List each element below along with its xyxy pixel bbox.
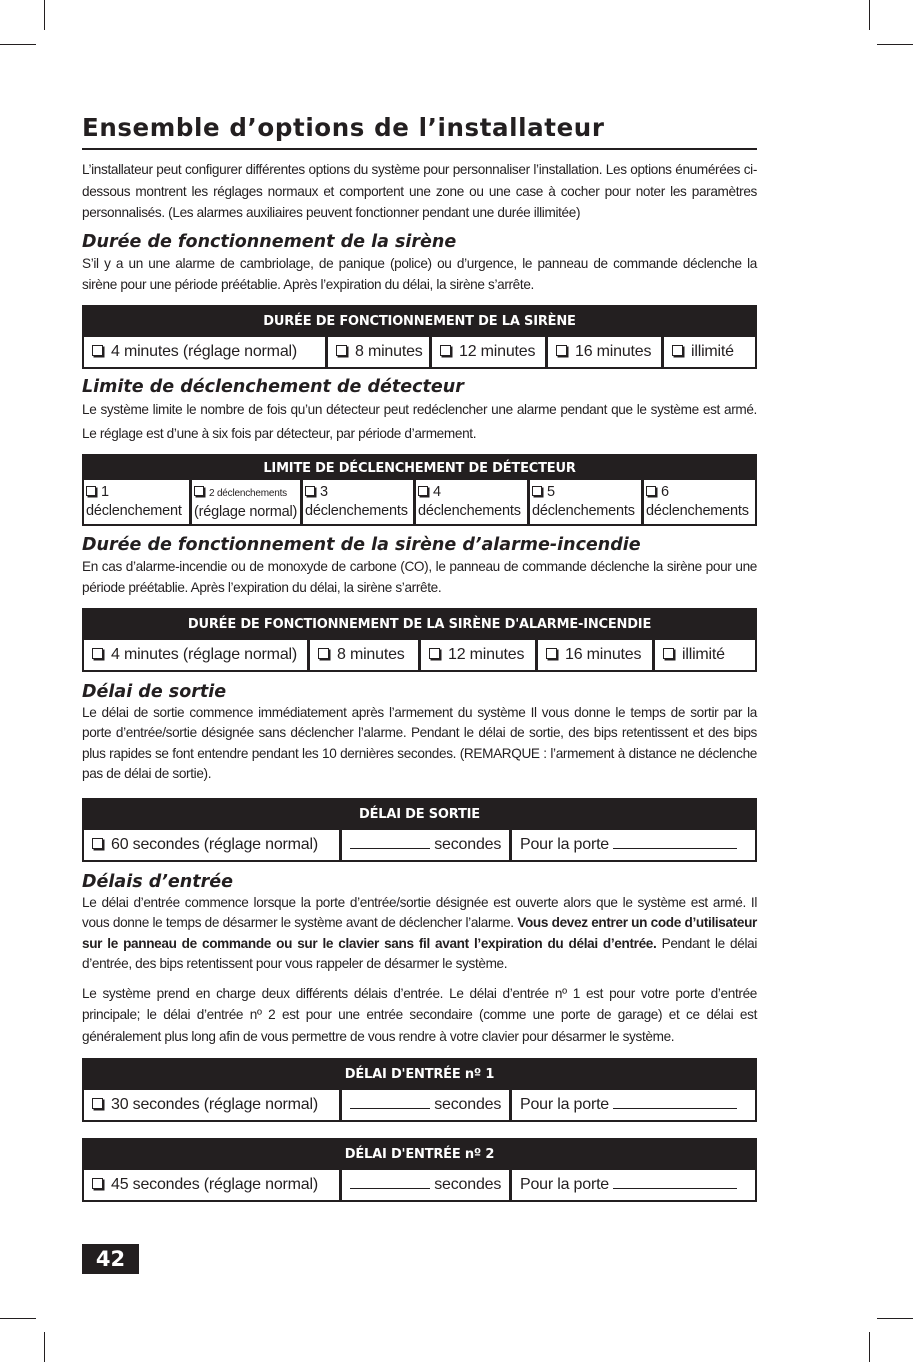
checkbox-icon[interactable] xyxy=(92,345,103,356)
siren-options-row xyxy=(84,337,755,367)
door-blank[interactable] xyxy=(613,1174,737,1189)
crop-mark xyxy=(44,1332,45,1362)
detector-option-6[interactable]: 6 déclenchements xyxy=(644,480,755,524)
crop-mark xyxy=(869,1332,870,1362)
fire-option-12min[interactable]: 12 minutes xyxy=(421,640,535,670)
siren-heading: Durée de fonctionnement de la sirène xyxy=(82,231,457,252)
detector-option-3[interactable]: 3 déclenchements xyxy=(303,480,413,524)
siren-table-header: DURÉE DE FONCTIONNEMENT DE LA SIRÈNE xyxy=(84,307,755,337)
entry-heading: Délais d’entrée xyxy=(82,871,233,892)
checkbox-icon[interactable] xyxy=(336,345,347,356)
seconds-blank[interactable] xyxy=(350,1094,430,1109)
fire-option-4min[interactable]: 4 minutes (réglage normal) xyxy=(84,640,307,670)
page-content xyxy=(82,112,757,1202)
siren-table xyxy=(82,305,757,369)
checkbox-icon[interactable] xyxy=(672,345,683,356)
exit-table xyxy=(82,798,757,862)
detector-option-5[interactable]: 5 déclenchements xyxy=(530,480,641,524)
siren-paragraph: S’il y a un une alarme de cambriolage, de panique (police) ou d’urgence, le panneau de commande déclenche la sirène pour une période préétablie. Après l’expiration du délai, la sirène s’arrête. xyxy=(82,255,757,292)
siren-option-4min[interactable]: 4 minutes (réglage normal) xyxy=(84,337,325,367)
siren-option-12min[interactable]: 12 minutes xyxy=(432,337,545,367)
detector-option-4[interactable]: 4 déclenchements xyxy=(416,480,527,524)
door-blank[interactable] xyxy=(613,834,737,849)
seconds-blank[interactable] xyxy=(350,1174,430,1189)
detector-table-header: LIMITE DE DÉCLENCHEMENT DE DÉTECTEUR xyxy=(84,456,755,480)
exit-custom-seconds[interactable]: secondes xyxy=(342,830,509,860)
entry1-option-default[interactable]: 30 secondes (réglage normal) xyxy=(84,1090,339,1120)
fire-heading: Durée de fonctionnement de la sirène d’alarme-incendie xyxy=(82,534,641,555)
detector-table xyxy=(82,454,757,526)
siren-option-16min[interactable]: 16 minutes xyxy=(548,337,661,367)
siren-option-8min[interactable]: 8 minutes xyxy=(328,337,429,367)
entry2-option-default[interactable]: 45 secondes (réglage normal) xyxy=(84,1170,339,1200)
exit-door-field[interactable]: Pour la porte xyxy=(512,830,755,860)
exit-heading: Délai de sortie xyxy=(82,681,227,702)
checkbox-icon[interactable] xyxy=(440,345,451,356)
checkbox-icon[interactable] xyxy=(532,486,542,496)
checkbox-icon[interactable] xyxy=(194,486,204,496)
entry2-table-header: DÉLAI D'ENTRÉE nº 2 xyxy=(84,1140,755,1170)
title-divider xyxy=(82,148,757,150)
entry2-options-row xyxy=(84,1170,755,1200)
detector-option-2[interactable]: 2 déclenchements (réglage normal) xyxy=(192,480,300,524)
checkbox-icon[interactable] xyxy=(429,648,440,659)
fire-table xyxy=(82,608,757,672)
checkbox-icon[interactable] xyxy=(646,486,656,496)
door-blank[interactable] xyxy=(613,1094,737,1109)
detector-option-1[interactable]: 1 déclenchement xyxy=(84,480,189,524)
detector-heading: Limite de déclenchement de détecteur xyxy=(82,376,464,397)
fire-table-header: DURÉE DE FONCTIONNEMENT DE LA SIRÈNE D'ALARME-INCENDIE xyxy=(84,610,755,640)
exit-paragraph: Le délai de sortie commence immédiatement après l’armement du système Il vous donne le temps de sortir par la porte d’entrée/sortie désignée sans déclencher l’alarme. Pendant le délai de sortie, des bips retentissent et des bips plus rapides se font entendre pendant les 10 dernières secondes. (REMARQUE : l’armement à distance ne déclenche pas de délai de sortie). xyxy=(82,704,757,781)
detector-options-row xyxy=(84,480,755,524)
entry1-table xyxy=(82,1058,757,1122)
crop-mark xyxy=(877,44,913,45)
entry1-options-row xyxy=(84,1090,755,1120)
fire-options-row xyxy=(84,640,755,670)
checkbox-icon[interactable] xyxy=(556,345,567,356)
fire-option-16min[interactable]: 16 minutes xyxy=(538,640,652,670)
exit-options-row xyxy=(84,830,755,860)
checkbox-icon[interactable] xyxy=(92,1098,103,1109)
checkbox-icon[interactable] xyxy=(663,648,674,659)
entry2-custom-seconds[interactable]: secondes xyxy=(342,1170,509,1200)
siren-option-unlimited[interactable]: illimité xyxy=(664,337,755,367)
crop-mark xyxy=(0,1318,36,1319)
detector-paragraph: Le système limite le nombre de fois qu’un détecteur peut redéclencher une alarme pendant que le système est armé. Le réglage est d’une à six fois par détecteur, par période d’armement. xyxy=(82,401,757,441)
checkbox-icon[interactable] xyxy=(305,486,315,496)
checkbox-icon[interactable] xyxy=(318,648,329,659)
checkbox-icon[interactable] xyxy=(86,486,96,496)
entry1-table-header: DÉLAI D'ENTRÉE nº 1 xyxy=(84,1060,755,1090)
fire-option-unlimited[interactable]: illimité xyxy=(655,640,755,670)
page-title: Ensemble d’options de l’installateur xyxy=(82,113,605,142)
entry1-custom-seconds[interactable]: secondes xyxy=(342,1090,509,1120)
entry1-door-field[interactable]: Pour la porte xyxy=(512,1090,755,1120)
entry2-table xyxy=(82,1138,757,1202)
entry-paragraph-2: Le système prend en charge deux différents délais d’entrée. Le délai d’entrée nº 1 est pour votre porte d’entrée principale; le délai d’entrée nº 2 est pour une entrée secondaire (comme une porte de garage) et ce délai est généralement plus long afin de vous permettre de vous rendre à votre clavier pour désarmer le système. xyxy=(82,985,757,1044)
fire-option-8min[interactable]: 8 minutes xyxy=(310,640,418,670)
fire-paragraph: En cas d’alarme-incendie ou de monoxyde de carbone (CO), le panneau de commande déclenche la sirène pour une période préétablie. Après l’expiration du délai, la sirène s’arrête. xyxy=(82,558,757,595)
crop-mark xyxy=(877,1318,913,1319)
checkbox-icon[interactable] xyxy=(546,648,557,659)
crop-mark xyxy=(0,44,36,45)
checkbox-icon[interactable] xyxy=(418,486,428,496)
intro-paragraph: L’installateur peut configurer différentes options du système pour personnaliser l’installation. Les options énumérées ci-dessous montrent les réglages normaux et comportent une zone ou une case à cocher pour noter les paramètres personnalisés. (Les alarmes auxiliaires peuvent fonctionner pendant une durée illimitée) xyxy=(82,162,757,220)
exit-table-header: DÉLAI DE SORTIE xyxy=(84,800,755,830)
entry-paragraph-1: Le délai d’entrée commence lorsque la porte d’entrée/sortie désignée est ouverte alors que le système est armé. Il vous donne le temps de désarmer le système avant de déclencher l’alarme. Vous devez entrer un code d’utilisateur sur le panneau de commande ou sur le clavier sans fil avant l’expiration du délai d’entrée. Pendant le délai d’entrée, des bips retentissent pour vous rappeler de désarmer le système. xyxy=(82,894,757,971)
checkbox-icon[interactable] xyxy=(92,648,103,659)
crop-mark xyxy=(44,0,45,30)
page-number: 42 xyxy=(82,1244,139,1274)
seconds-blank[interactable] xyxy=(350,834,430,849)
crop-mark xyxy=(869,0,870,30)
entry2-door-field[interactable]: Pour la porte xyxy=(512,1170,755,1200)
checkbox-icon[interactable] xyxy=(92,838,103,849)
exit-option-default[interactable]: 60 secondes (réglage normal) xyxy=(84,830,339,860)
checkbox-icon[interactable] xyxy=(92,1178,103,1189)
